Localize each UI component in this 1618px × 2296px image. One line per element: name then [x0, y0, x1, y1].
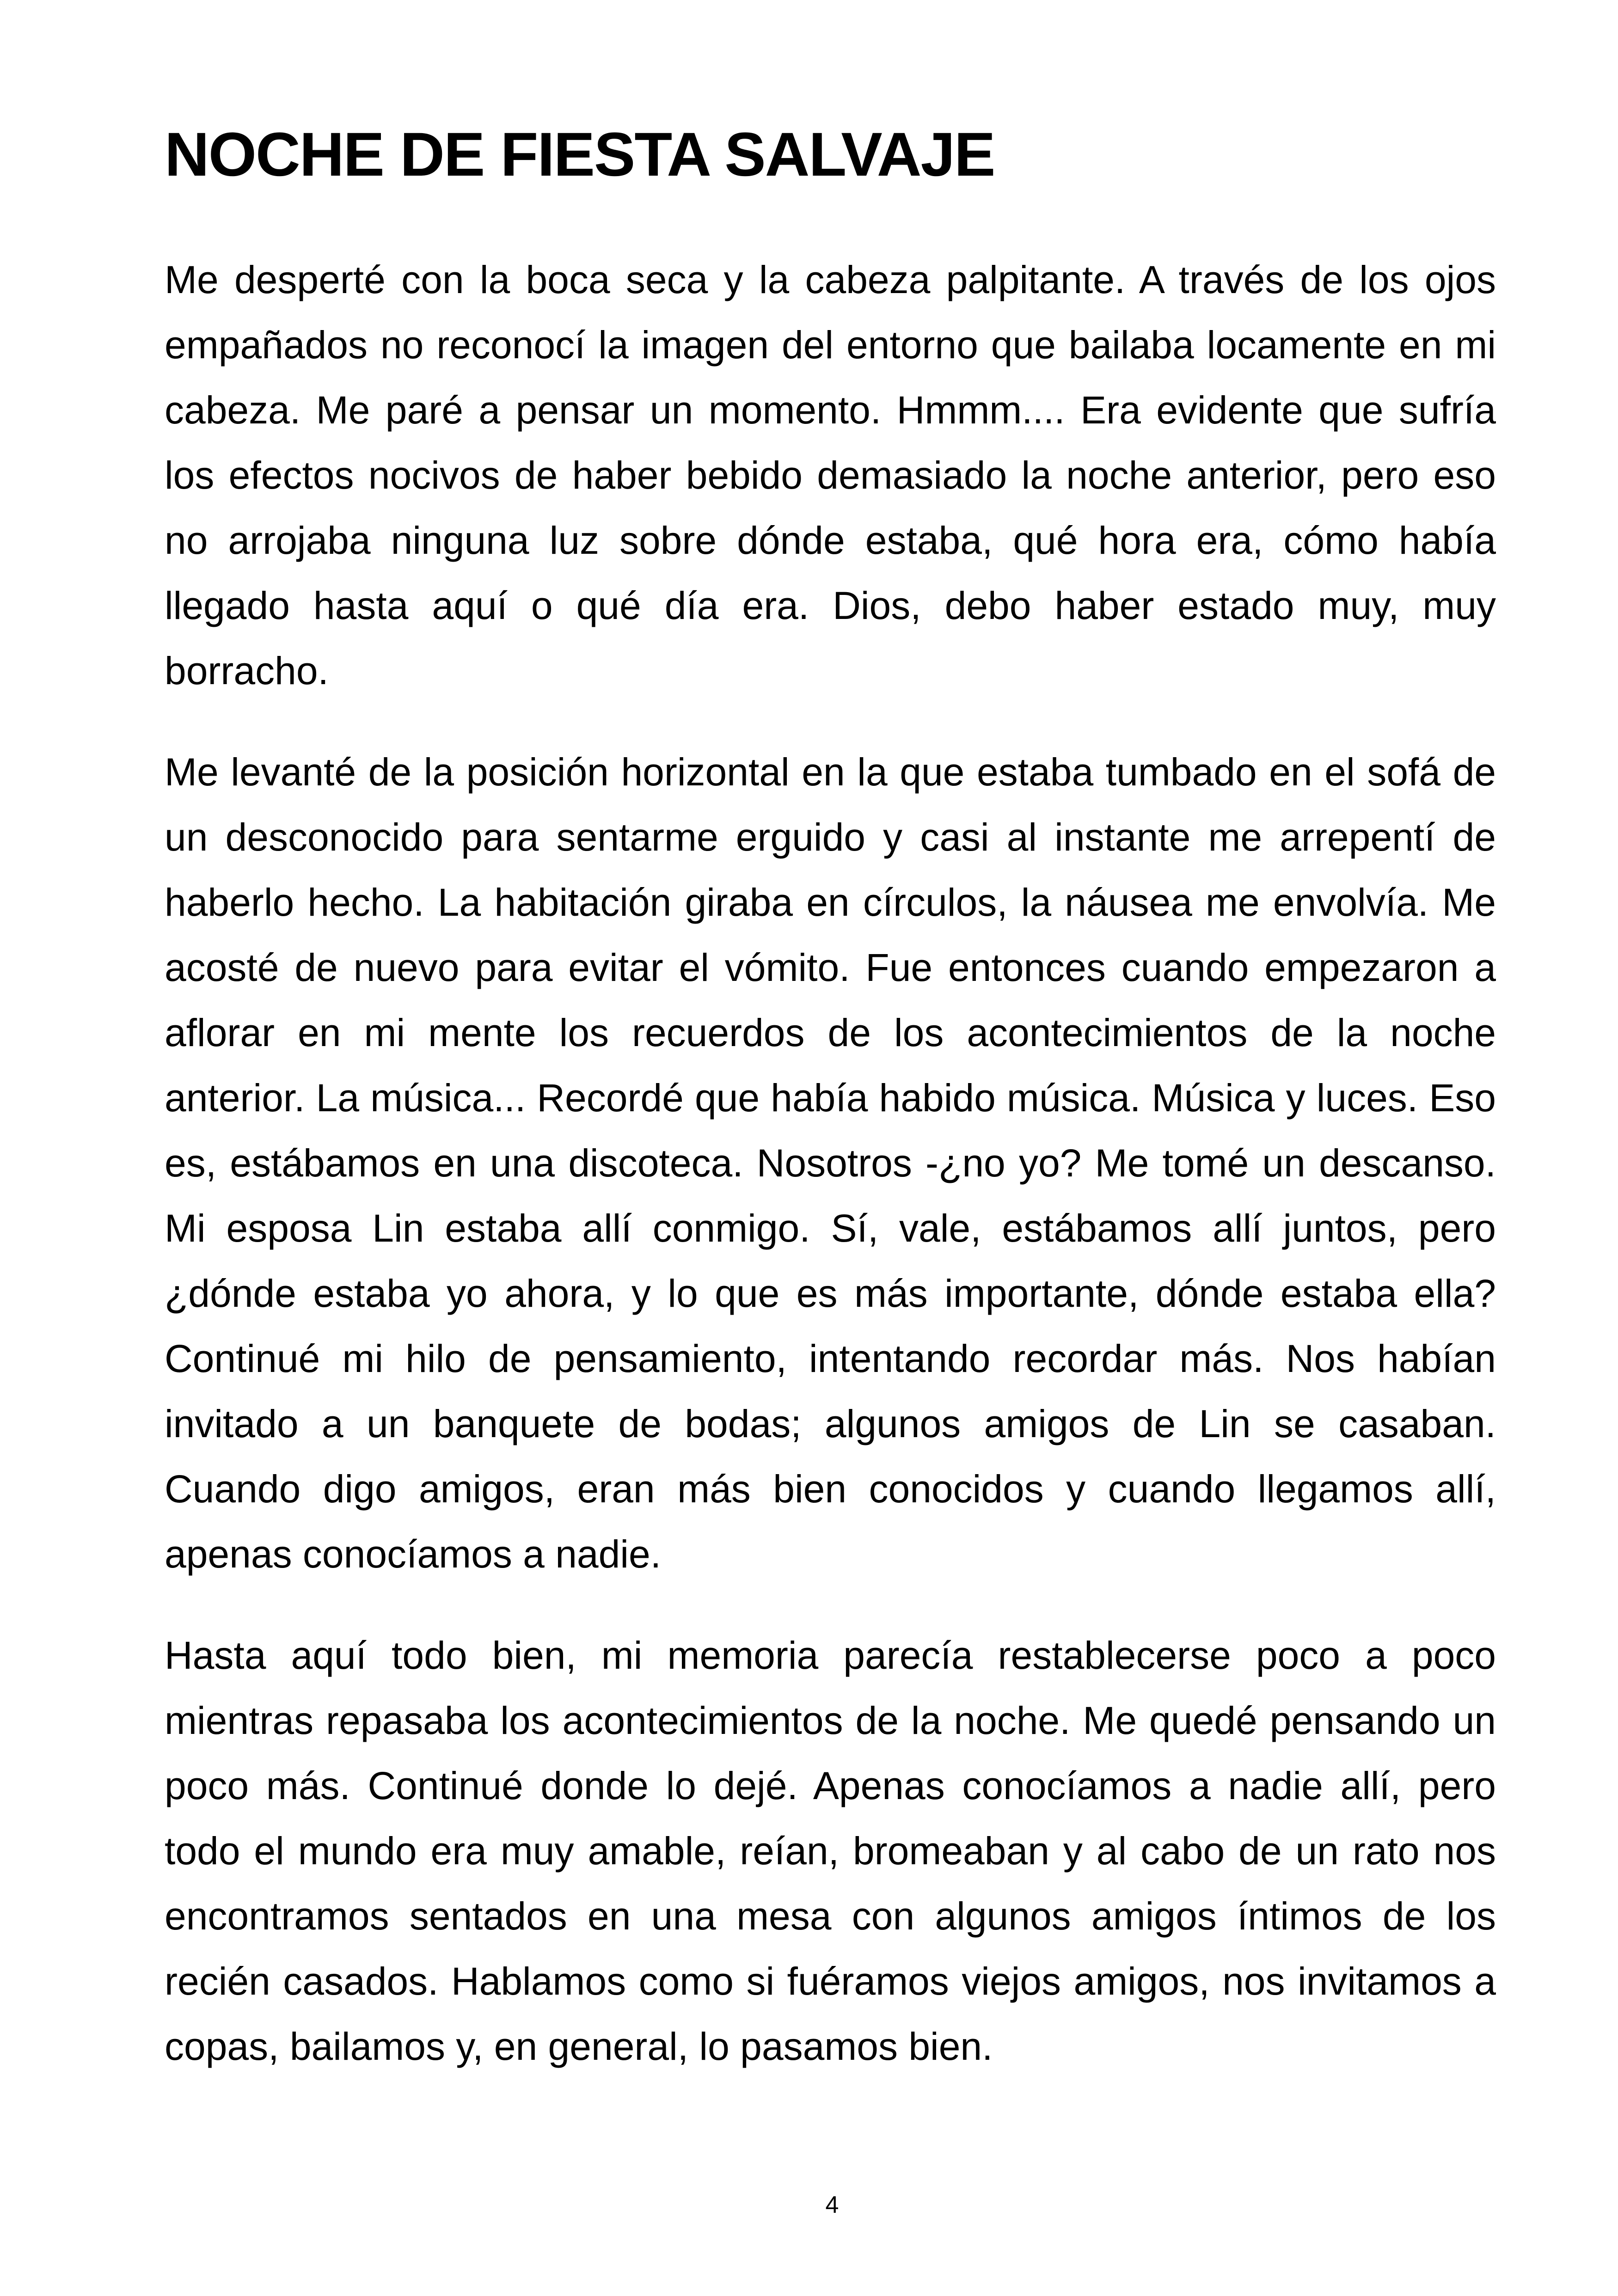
chapter-title: NOCHE DE FIESTA SALVAJE — [165, 120, 995, 189]
paragraph-3: Hasta aquí todo bien, mi memoria parecía restablecerse poco a poco mientras repasaba los acontecimientos de la noche. Me quedé pensando un poco más. Continué donde lo dejé. Apenas conocíamos a nadie allí, pero todo el mundo era muy amable, reían, bromeaban y al cabo de un rato nos encontramos sentados en una mesa con algunos amigos íntimos de los recién casados. Hablamos como si fuéramos viejos amigos, nos invitamos a copas, bailamos y, en general, lo pasamos bien. — [165, 1634, 1496, 2068]
body-text — [165, 247, 1496, 2115]
page-number: 4 — [825, 2192, 839, 2218]
paragraph-2: Me levanté de la posición horizontal en la que estaba tumbado en el sofá de un desconocido para sentarme erguido y casi al instante me arrepentí de haberlo hecho. La habitación giraba en círculos, la náusea me envolvía. Me acosté de nuevo para evitar el vómito. Fue entonces cuando empezaron a aflorar en mi mente los recuerdos de los acontecimientos de la noche anterior. La música... Recordé que había habido música. Música y luces. Eso es, estábamos en una discoteca. Nosotros -¿no yo? Me tomé un descanso. Mi esposa Lin estaba allí conmigo. Sí, vale, estábamos allí juntos, pero ¿dónde estaba yo ahora, y lo que es más importante, dónde estaba ella? Continué mi hilo de pensamiento, intentando recordar más. Nos habían invitado a un banquete de bodas; algunos amigos de Lin se casaban. Cuando digo amigos, eran más bien conocidos y cuando llegamos allí, apenas conocíamos a nadie. — [165, 750, 1496, 1576]
paragraph-1: Me desperté con la boca seca y la cabeza palpitante. A través de los ojos empañados no reconocí la imagen del entorno que bailaba locamente en mi cabeza. Me paré a pensar un momento. Hmmm.... Era evidente que sufría los efectos nocivos de haber bebido demasiado la noche anterior, pero eso no arrojaba ninguna luz sobre dónde estaba, qué hora era, cómo había llegado hasta aquí o qué día era. Dios, debo haber estado muy, muy borracho. — [165, 258, 1496, 692]
